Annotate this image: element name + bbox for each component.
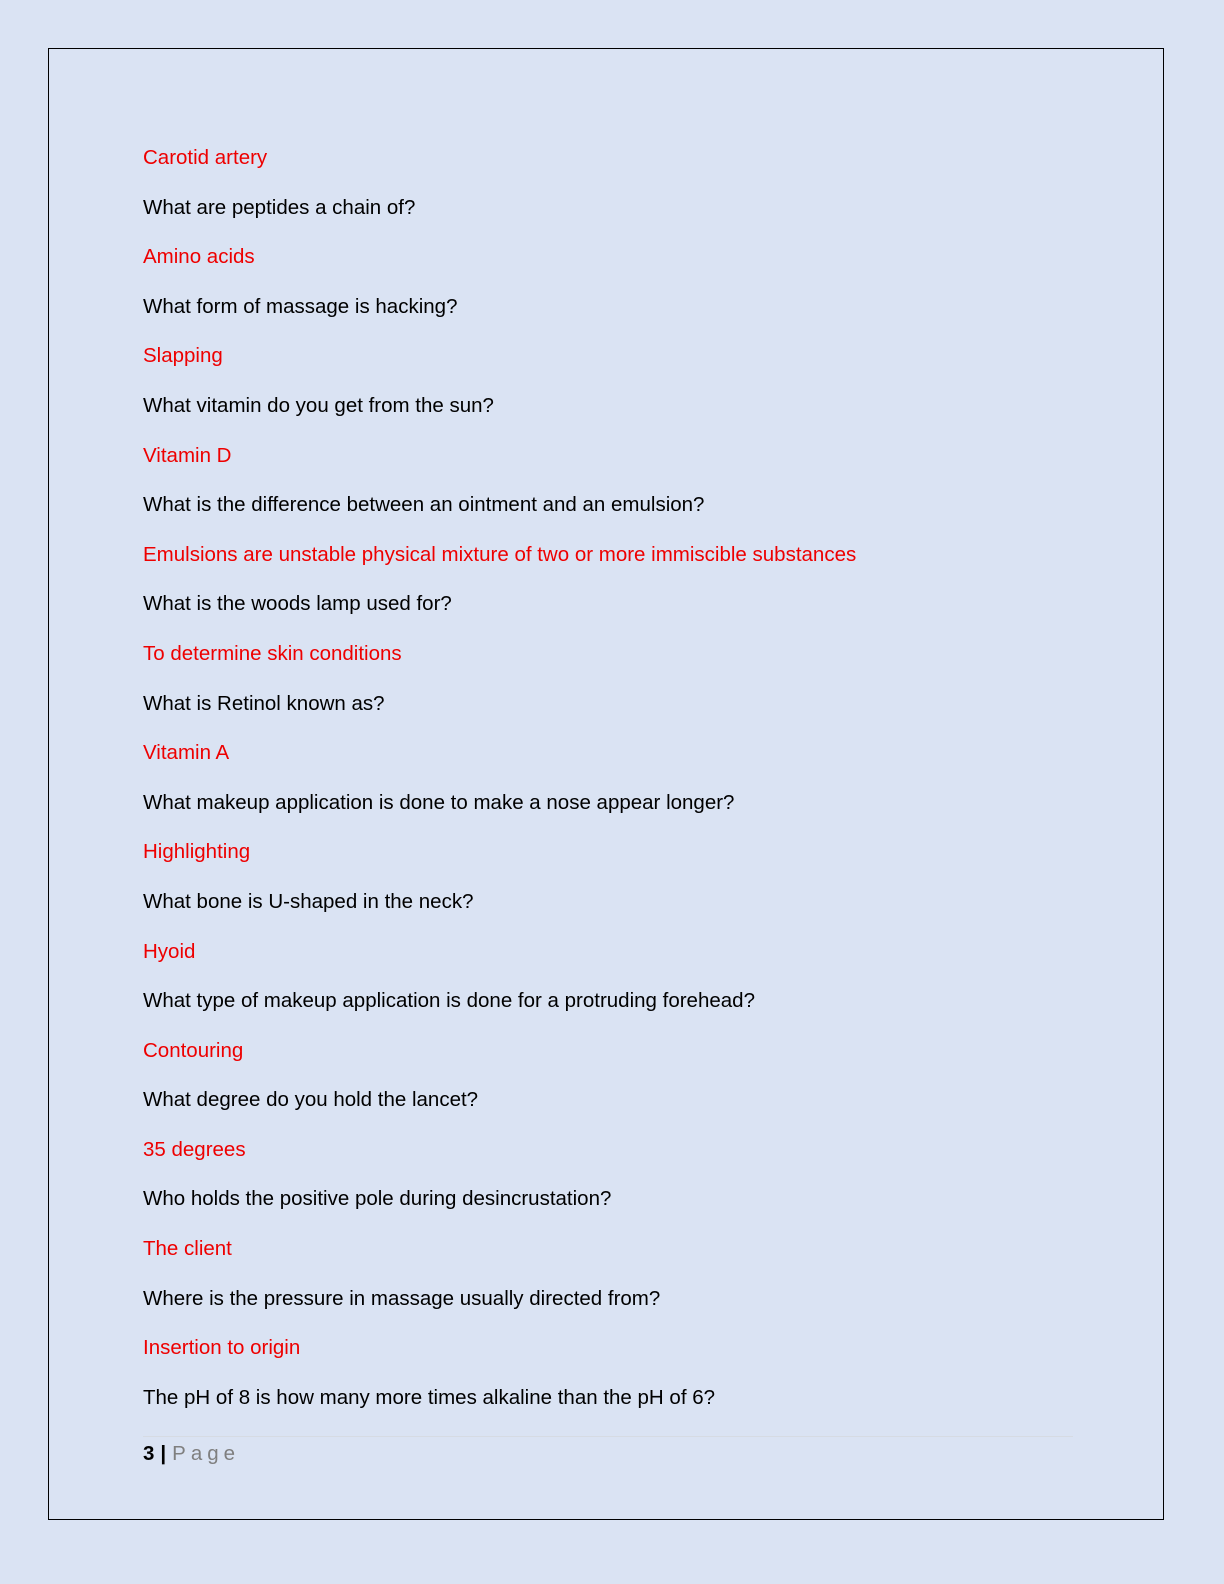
footer-divider xyxy=(143,1436,1073,1437)
answer-text: 35 degrees xyxy=(143,1137,246,1161)
answer-text: Insertion to origin xyxy=(143,1336,301,1360)
question-text: What are peptides a chain of? xyxy=(143,195,416,219)
answer-text: Slapping xyxy=(143,344,223,368)
footer-separator: | xyxy=(160,1442,167,1465)
question-text: What degree do you hold the lancet? xyxy=(143,1088,479,1112)
question-text: What vitamin do you get from the sun? xyxy=(143,393,494,417)
page-footer xyxy=(143,1440,240,1468)
question-text: Who holds the positive pole during desincrustation? xyxy=(143,1187,612,1211)
question-text: What bone is U-shaped in the neck? xyxy=(143,889,474,913)
question-text: What makeup application is done to make a nose appear longer? xyxy=(143,790,735,814)
question-text: The pH of 8 is how many more times alkaline than the pH of 6? xyxy=(143,1385,716,1409)
answer-text: Carotid artery xyxy=(143,146,268,169)
answer-text: Vitamin D xyxy=(143,443,232,467)
answer-text: Amino acids xyxy=(143,245,255,269)
page-number: 3 xyxy=(143,1442,155,1465)
answer-text: Contouring xyxy=(143,1038,244,1062)
answer-text: Emulsions are unstable physical mixture of two or more immiscible substances xyxy=(143,542,857,566)
question-text: What type of makeup application is done for a protruding forehead? xyxy=(143,989,755,1013)
qa-list xyxy=(143,144,1103,1433)
answer-text: Vitamin A xyxy=(143,741,230,765)
answer-text: Hyoid xyxy=(143,939,196,963)
question-text: What is Retinol known as? xyxy=(143,691,385,715)
answer-text: The client xyxy=(143,1237,232,1261)
page-label: Page xyxy=(172,1442,241,1465)
question-text: What form of massage is hacking? xyxy=(143,294,458,318)
answer-text: Highlighting xyxy=(143,840,251,864)
question-text: What is the woods lamp used for? xyxy=(143,592,452,616)
question-text: Where is the pressure in massage usually directed from? xyxy=(143,1286,661,1310)
question-text: What is the difference between an ointment and an emulsion? xyxy=(143,493,705,517)
answer-text: To determine skin conditions xyxy=(143,641,402,665)
